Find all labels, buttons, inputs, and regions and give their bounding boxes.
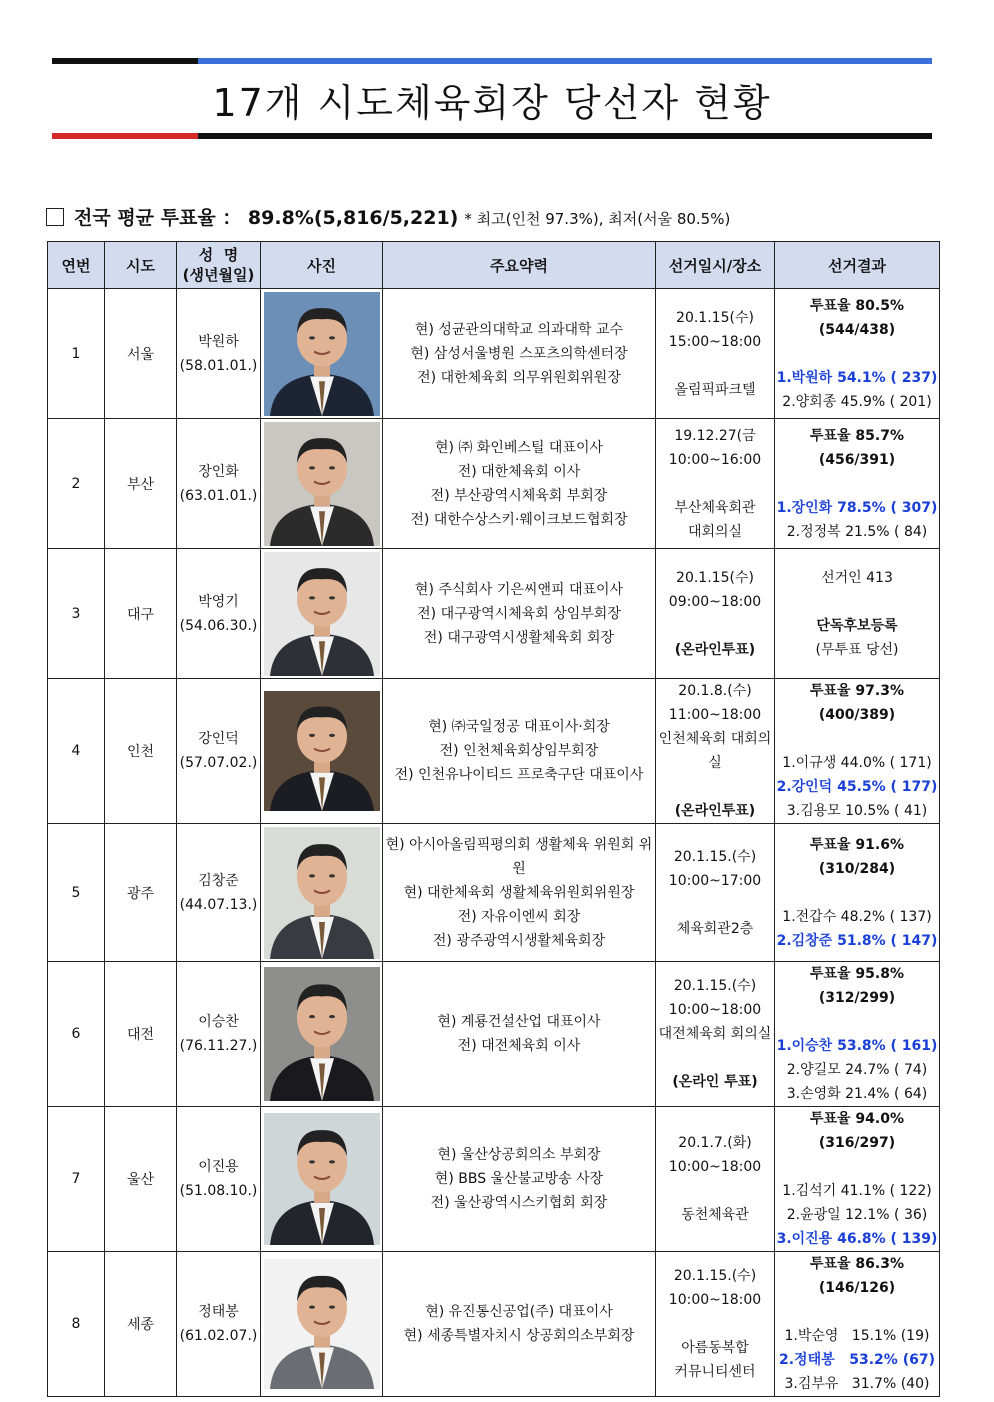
table-row xyxy=(48,679,940,824)
region-name: 인천 xyxy=(126,744,155,760)
result-turnout: 투표율 80.5%(544/438) xyxy=(809,297,904,338)
birth-date: (76.11.27.) xyxy=(179,1038,258,1054)
row-no-cell xyxy=(48,1252,105,1397)
row-result-cell xyxy=(775,679,940,824)
result-line: 3.이진용 46.8% ( 139) xyxy=(776,1231,938,1247)
row-name-cell xyxy=(177,549,261,679)
header-name-line2: (생년월일) xyxy=(182,266,255,284)
schedule-line: 15:00~18:00 xyxy=(668,333,762,350)
row-schedule-cell xyxy=(656,549,775,679)
row-no-cell xyxy=(48,549,105,679)
portrait-photo xyxy=(264,827,380,959)
row-career-cell xyxy=(383,419,656,549)
region-name: 세종 xyxy=(126,1317,155,1333)
result-turnout: 투표율 91.6%(310/284) xyxy=(809,836,904,877)
career-line: 현) 삼성서울병원 스포츠의학센터장 xyxy=(410,345,628,362)
birth-date: (58.01.01.) xyxy=(179,357,258,374)
result-line: 2.윤광일 12.1% ( 36) xyxy=(786,1207,928,1223)
candidate-name: 강인덕 xyxy=(198,731,239,747)
schedule-line: 인천체육회 대회의실 xyxy=(658,731,772,771)
table-body xyxy=(48,289,940,1397)
portrait-photo xyxy=(264,1259,380,1389)
career-line: 현) 울산상공회의소 부회장 xyxy=(437,1147,601,1163)
schedule-line: 20.1.15(수) xyxy=(676,569,754,586)
result-line: 단독후보등록 xyxy=(816,617,898,634)
career-line: 전) 광주광역시생활체육회장 xyxy=(432,932,606,949)
row-region-cell xyxy=(105,1252,177,1397)
row-schedule-cell xyxy=(656,824,775,962)
table-row xyxy=(48,419,940,549)
result-line: 3.김용모 10.5% ( 41) xyxy=(786,803,928,819)
birth-date: (44.07.13.) xyxy=(179,896,258,913)
row-career-cell xyxy=(383,824,656,962)
row-result-cell xyxy=(775,1252,940,1397)
row-name-cell xyxy=(177,679,261,824)
row-region-cell xyxy=(105,549,177,679)
header-name-line1: 성 명 xyxy=(198,246,239,264)
birth-date: (54.06.30.) xyxy=(179,617,258,634)
row-name-cell xyxy=(177,1252,261,1397)
result-line: 2.양길모 24.7% ( 74) xyxy=(786,1062,928,1078)
schedule-line: 부산체육회관 xyxy=(674,499,756,516)
schedule-line: 대회의실 xyxy=(687,523,743,540)
result-turnout: 투표율 86.3%(146/126) xyxy=(809,1256,904,1296)
career-line: 현) 대한체육회 생활체육위원회위원장 xyxy=(403,884,635,901)
row-region-cell xyxy=(105,679,177,824)
row-photo-cell xyxy=(261,962,383,1107)
schedule-line: 20.1.15.(수) xyxy=(673,848,757,865)
row-name-cell xyxy=(177,824,261,962)
portrait-photo xyxy=(264,967,380,1101)
schedule-line: 10:00~18:00 xyxy=(668,1292,762,1308)
schedule-line: (온라인투표) xyxy=(674,803,756,819)
candidate-name: 박원하 xyxy=(198,333,239,350)
career-line: 현) 유진통신공업(주) 대표이사 xyxy=(425,1304,613,1320)
table-row xyxy=(48,824,940,962)
schedule-line: 10:00~16:00 xyxy=(668,451,762,468)
row-number: 2 xyxy=(71,475,81,492)
career-line: 전) 인천유나이티드 프로축구단 대표이사 xyxy=(394,767,644,783)
career-line: 현) 세종특별자치시 상공회의소부회장 xyxy=(403,1328,635,1344)
row-career-cell xyxy=(383,679,656,824)
result-line: 2.정정복 21.5% ( 84) xyxy=(786,523,928,540)
row-no-cell xyxy=(48,419,105,549)
bottom-rule xyxy=(52,133,932,139)
result-turnout: 투표율 97.3%(400/389) xyxy=(809,683,904,723)
result-line: 2.김창준 51.8% ( 147) xyxy=(776,932,938,949)
row-career-cell xyxy=(383,962,656,1107)
result-line: 1.김석기 41.1% ( 122) xyxy=(782,1183,932,1199)
career-line: 전) 대전체육회 이사 xyxy=(457,1038,581,1054)
row-number: 6 xyxy=(71,1026,81,1042)
schedule-line xyxy=(656,893,774,917)
career-line: 전) 대한체육회 의무위원회위원장 xyxy=(417,369,621,386)
row-result-cell xyxy=(775,419,940,549)
result-line: 3.손영화 21.4% ( 64) xyxy=(786,1086,928,1102)
row-region-cell xyxy=(105,962,177,1107)
table-header-row xyxy=(48,242,940,289)
schedule-line: 올림픽파크텔 xyxy=(674,381,756,398)
row-region-cell xyxy=(105,289,177,419)
schedule-line: 10:00~18:00 xyxy=(668,1159,762,1175)
row-career-cell xyxy=(383,289,656,419)
row-number: 5 xyxy=(71,884,81,901)
row-photo-cell xyxy=(261,1107,383,1252)
schedule-line xyxy=(656,775,774,799)
schedule-line: 10:00~18:00 xyxy=(668,1002,762,1018)
row-schedule-cell xyxy=(656,1252,775,1397)
schedule-line: 아름동복합 xyxy=(681,1340,749,1356)
result-turnout: 투표율 94.0%(316/297) xyxy=(809,1111,904,1151)
region-name: 광주 xyxy=(126,885,155,902)
row-number: 1 xyxy=(71,345,81,362)
winners-table xyxy=(47,241,940,1397)
table-row xyxy=(48,1107,940,1252)
schedule-line: (온라인투표) xyxy=(674,641,756,658)
result-line: 1.이승찬 53.8% ( 161) xyxy=(776,1038,938,1054)
table-row xyxy=(48,289,940,419)
candidate-name: 이진용 xyxy=(198,1159,239,1175)
row-number: 7 xyxy=(71,1171,81,1187)
career-line: 전) 자유이엔씨 회장 xyxy=(457,908,581,925)
schedule-line: 20.1.15.(수) xyxy=(673,1268,757,1284)
candidate-name: 이승찬 xyxy=(198,1014,239,1030)
career-line: 현) 성균관의대학교 의과대학 교수 xyxy=(414,321,624,338)
schedule-line: 커뮤니티센터 xyxy=(674,1364,756,1380)
result-turnout: 선거인 413 xyxy=(821,569,893,586)
result-line: 2.강인덕 45.5% ( 177) xyxy=(776,779,938,795)
candidate-name: 장인화 xyxy=(198,463,239,480)
region-name: 대구 xyxy=(126,606,155,623)
row-photo-cell xyxy=(261,289,383,419)
header-region: 시도 xyxy=(105,242,177,289)
row-name-cell xyxy=(177,289,261,419)
result-turnout: 투표율 95.8%(312/299) xyxy=(809,966,904,1006)
birth-date: (51.08.10.) xyxy=(179,1183,258,1199)
candidate-name: 정태봉 xyxy=(198,1304,239,1320)
row-result-cell xyxy=(775,962,940,1107)
career-line: 현) ㈜ 화인베스틸 대표이사 xyxy=(434,439,604,456)
row-career-cell xyxy=(383,1252,656,1397)
result-line: 1.박원하 54.1% ( 237) xyxy=(776,369,938,386)
summary-note: * 최고(인천 97.3%), 최저(서울 80.5%) xyxy=(464,210,731,228)
schedule-line: 대전체육회 회의실 xyxy=(658,1026,772,1042)
schedule-line: (온라인 투표) xyxy=(672,1074,758,1090)
result-line: 1.이규생 44.0% ( 171) xyxy=(782,755,932,771)
schedule-line: 10:00~17:00 xyxy=(668,872,762,889)
row-schedule-cell xyxy=(656,289,775,419)
row-schedule-cell xyxy=(656,419,775,549)
schedule-line: 동천체육관 xyxy=(681,1207,749,1223)
result-line: (무투표 당선) xyxy=(815,641,899,658)
career-line: 전) 대한체육회 이사 xyxy=(457,463,581,480)
header-result: 선거결과 xyxy=(775,242,940,289)
career-line: 현) 계룡건설산업 대표이사 xyxy=(437,1014,601,1030)
national-summary xyxy=(46,203,730,230)
result-line: 3.김부유 31.7% (40) xyxy=(784,1376,930,1392)
top-rule xyxy=(52,58,932,64)
schedule-line xyxy=(656,1046,774,1070)
row-name-cell xyxy=(177,1107,261,1252)
schedule-line xyxy=(656,1179,774,1203)
schedule-line: 11:00~18:00 xyxy=(668,707,762,723)
row-region-cell xyxy=(105,824,177,962)
schedule-line: 20.1.8.(수) xyxy=(678,683,752,699)
header-photo: 사진 xyxy=(261,242,383,289)
region-name: 부산 xyxy=(126,476,155,493)
row-photo-cell xyxy=(261,549,383,679)
portrait-photo xyxy=(264,422,380,546)
row-no-cell xyxy=(48,824,105,962)
region-name: 울산 xyxy=(126,1172,155,1188)
result-line: 1.전갑수 48.2% ( 137) xyxy=(782,908,932,925)
schedule-line: 20.1.15(수) xyxy=(676,309,754,326)
row-result-cell xyxy=(775,289,940,419)
row-photo-cell xyxy=(261,679,383,824)
row-schedule-cell xyxy=(656,962,775,1107)
candidate-name: 박영기 xyxy=(198,593,239,610)
result-line: 1.장인화 78.5% ( 307) xyxy=(776,499,938,516)
portrait-photo xyxy=(264,292,380,416)
row-number: 4 xyxy=(71,743,81,759)
birth-date: (61.02.07.) xyxy=(179,1328,258,1344)
row-result-cell xyxy=(775,1107,940,1252)
career-line: 현) 아시아올림픽평의회 생활체육 위원회 위원 xyxy=(385,836,653,877)
career-line: 전) 대구광역시생활체육회 회장 xyxy=(423,629,615,646)
row-number: 8 xyxy=(71,1316,81,1332)
row-number: 3 xyxy=(71,605,81,622)
row-region-cell xyxy=(105,1107,177,1252)
birth-date: (63.01.01.) xyxy=(179,487,258,504)
portrait-photo xyxy=(264,691,380,811)
summary-label: 전국 평균 투표율 ： 89.8%(5,816/5,221) xyxy=(74,207,459,229)
row-no-cell xyxy=(48,289,105,419)
career-line: 현) 주식회사 기은씨앤피 대표이사 xyxy=(414,581,624,598)
career-line: 현) BBS 울산불교방송 사장 xyxy=(434,1171,604,1187)
career-line: 전) 울산광역시스키협회 회장 xyxy=(430,1195,608,1211)
row-name-cell xyxy=(177,962,261,1107)
career-line: 현) ㈜국일정공 대표이사·회장 xyxy=(428,719,610,735)
portrait-photo xyxy=(264,552,380,676)
table-row xyxy=(48,549,940,679)
row-no-cell xyxy=(48,679,105,824)
schedule-line: 09:00~18:00 xyxy=(668,593,762,610)
schedule-line: 19.12.27(금 xyxy=(674,427,756,444)
row-region-cell xyxy=(105,419,177,549)
row-no-cell xyxy=(48,962,105,1107)
career-line: 전) 대구광역시체육회 상임부회장 xyxy=(417,605,621,622)
schedule-line: 20.1.7.(화) xyxy=(678,1135,752,1151)
checkbox-icon xyxy=(46,208,64,226)
row-photo-cell xyxy=(261,824,383,962)
result-line: 2.정태봉 53.2% (67) xyxy=(779,1352,935,1368)
career-line: 전) 인천체육회상임부회장 xyxy=(439,743,599,759)
region-name: 대전 xyxy=(126,1027,155,1043)
row-result-cell xyxy=(775,549,940,679)
table-row xyxy=(48,1252,940,1397)
header-name xyxy=(177,242,261,289)
row-photo-cell xyxy=(261,419,383,549)
row-no-cell xyxy=(48,1107,105,1252)
birth-date: (57.07.02.) xyxy=(179,755,258,771)
career-line: 전) 부산광역시체육회 부회장 xyxy=(430,487,608,504)
career-line: 전) 대한수상스키·웨이크보드협회장 xyxy=(410,511,628,528)
row-schedule-cell xyxy=(656,1107,775,1252)
header-career: 주요약력 xyxy=(383,242,656,289)
row-name-cell xyxy=(177,419,261,549)
row-career-cell xyxy=(383,549,656,679)
table-row xyxy=(48,962,940,1107)
header-no: 연번 xyxy=(48,242,105,289)
schedule-line xyxy=(656,472,774,496)
schedule-line xyxy=(656,354,774,378)
schedule-line xyxy=(656,1312,774,1336)
header-schedule: 선거일시/장소 xyxy=(656,242,775,289)
row-career-cell xyxy=(383,1107,656,1252)
page-title: 17개 시도체육회장 당선자 현황 xyxy=(212,81,772,125)
schedule-line xyxy=(656,614,774,638)
result-turnout: 투표율 85.7%(456/391) xyxy=(809,427,904,468)
result-line: 2.양회종 45.9% ( 201) xyxy=(782,393,932,410)
candidate-name: 김창준 xyxy=(198,872,239,889)
row-photo-cell xyxy=(261,1252,383,1397)
portrait-photo xyxy=(264,1113,380,1245)
schedule-line: 20.1.15.(수) xyxy=(673,978,757,994)
row-schedule-cell xyxy=(656,679,775,824)
row-result-cell xyxy=(775,824,940,962)
schedule-line: 체육회관2층 xyxy=(676,920,754,937)
region-name: 서울 xyxy=(126,346,155,363)
result-line: 1.박순영 15.1% (19) xyxy=(784,1328,930,1344)
